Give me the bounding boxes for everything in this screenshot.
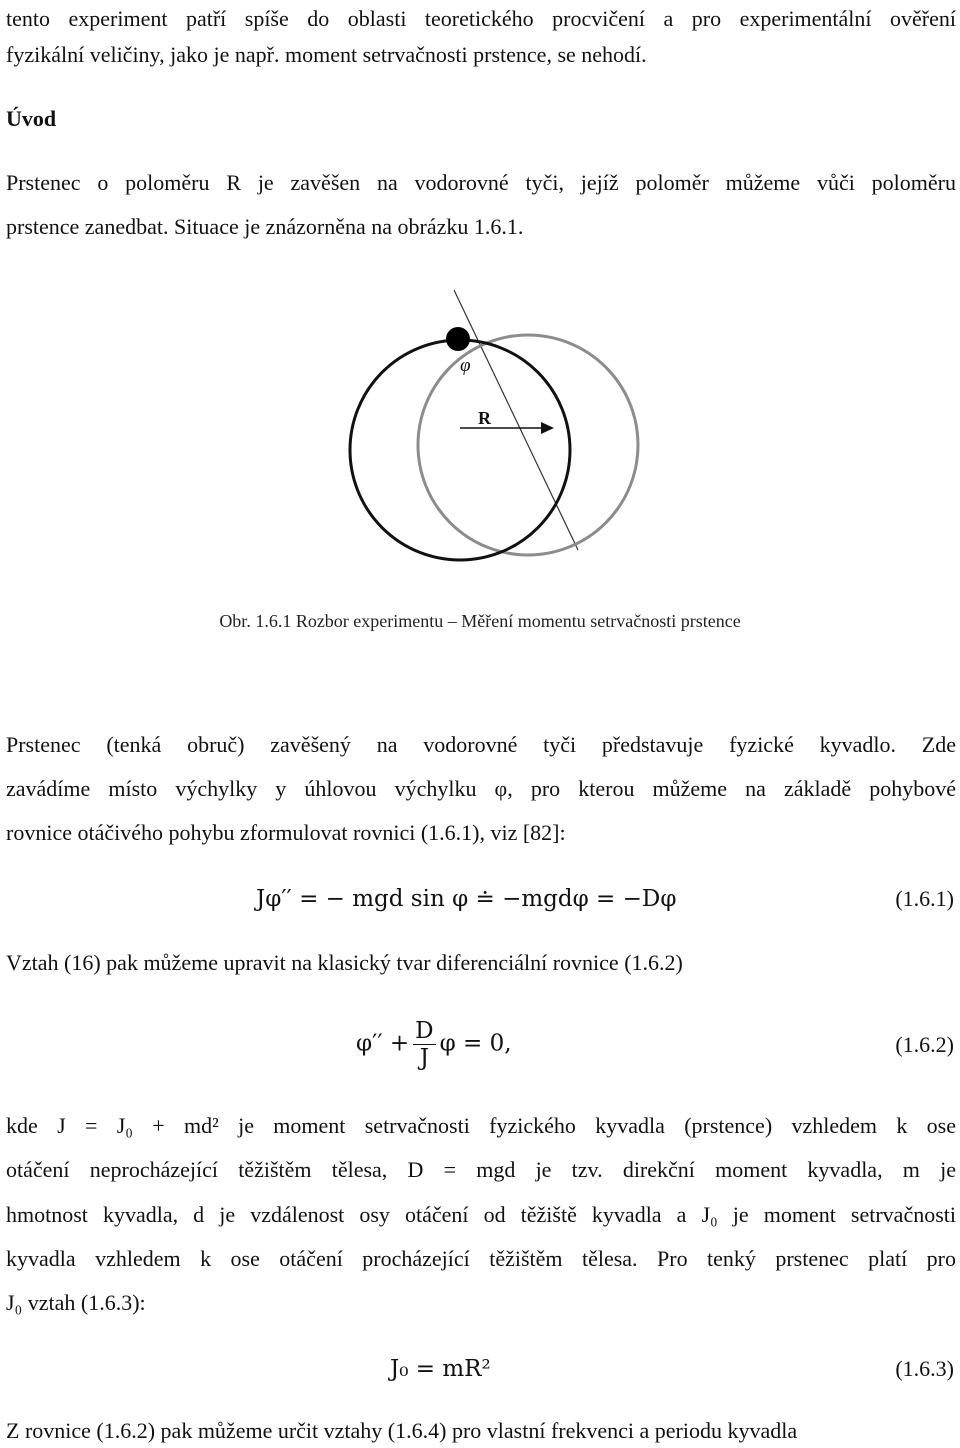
equation-3-number: (1.6.3) [895, 1356, 954, 1381]
ring-figure [340, 285, 650, 615]
angle-label-phi: φ [460, 355, 471, 376]
para1-line-1: Prstenec (tenká obruč) zavěšený na vodorovné tyči představuje fyzické kyvadlo. Zde [6, 732, 956, 757]
equation-2-left: φ′′ + [356, 1030, 410, 1057]
para1-line-2: zavádíme místo výchylky y úhlovou výchylku φ, pro kterou můžeme na základě pohybové [6, 776, 956, 801]
equation-1-number: (1.6.1) [895, 886, 954, 911]
equation-2-numerator: D [415, 1018, 434, 1044]
equation-2 [356, 1018, 512, 1071]
figure-caption: Obr. 1.6.1 Rozbor experimentu – Měření momentu setrvačnosti prstence [219, 611, 741, 631]
section-line-2: prstence zanedbat. Situace je znázorněna na obrázku 1.6.1. [6, 214, 524, 239]
para2-line-1: Vztah (16) pak můžeme upravit na klasický tvar diferenciální rovnice (1.6.2) [6, 950, 683, 975]
intro-line-1: tento experiment patří spíše do oblasti teoretického procvičení a pro experimentální ověření [6, 6, 956, 31]
equation-2-right: φ = 0, [439, 1030, 512, 1057]
intro-line-2: fyzikální veličiny, jako je např. moment setrvačnosti prstence, se nehodí. [6, 42, 647, 67]
equation-2-number: (1.6.2) [895, 1032, 954, 1057]
equation-2-denominator: J [419, 1045, 429, 1071]
equation-3: J₀ = mR² [390, 1356, 491, 1382]
closing-line-1: Z rovnice (1.6.2) pak můžeme určit vztahy (1.6.4) pro vlastní frekvenci a periodu kyvadla [6, 1418, 798, 1443]
para3-line-1: kde J = J₀ + md² je moment setrvačnosti fyzického kyvadla (prstence) vzhledem k ose [6, 1113, 956, 1138]
section-line-1: Prstenec o poloměru R je zavěšen na vodorovné tyči, jejíž poloměr můžeme vůči poloměru [6, 170, 956, 195]
section-heading: Úvod [6, 106, 57, 131]
radius-arrowhead [541, 422, 554, 434]
radius-label-R: R [478, 408, 491, 428]
suspension-point [446, 327, 470, 351]
pendulum-axis-line [454, 290, 578, 550]
equation-1: Jφ′′ = − mgd sin φ ≐ −mgdφ = −Dφ [256, 886, 677, 912]
equation-2-fraction [413, 1018, 435, 1071]
para3-line-3: hmotnost kyvadla, d je vzdálenost osy otáčení od těžiště kyvadla a J₀ je moment setrvačnosti [6, 1202, 956, 1227]
para3-line-2: otáčení neprocházející těžištěm tělesa, D = mgd je tzv. direkční moment kyvadla, m je [6, 1157, 956, 1182]
para3-line-5: J₀ vztah (1.6.3): [6, 1290, 146, 1315]
para1-line-3: rovnice otáčivého pohybu zformulovat rovnici (1.6.1), viz [82]: [6, 820, 566, 845]
para3-line-4: kyvadla vzhledem k ose otáčení procházející těžištěm tělesa. Pro tenký prstenec platí pro [6, 1246, 956, 1271]
